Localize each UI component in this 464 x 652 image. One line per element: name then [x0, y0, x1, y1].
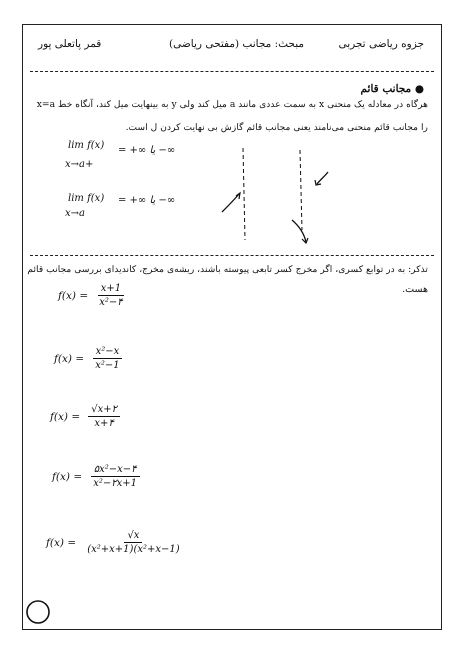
limit-1-approach: x→a+ [65, 159, 94, 170]
function-2 [54, 346, 123, 371]
header-topic: مبحث: مجانب (مفتحی ریاضی) [169, 38, 304, 50]
limit-2-rhs: = +∞ یا −∞ [118, 195, 176, 206]
lim-word: lim [68, 193, 84, 204]
limit-2-approach: x→a [65, 208, 85, 219]
bullet-icon: ● [414, 83, 424, 95]
denominator: x²−۴ [99, 297, 123, 308]
numerator: √x+۲ [88, 404, 120, 417]
lim-function: f(x) [87, 140, 105, 151]
curve-arrow-2 [317, 172, 328, 184]
function-lhs: f(x) = [46, 536, 77, 549]
limit-1-rhs: = +∞ یا −∞ [118, 145, 176, 156]
function-lhs: f(x) = [52, 470, 83, 483]
header-title: جزوه ریاضی تجربی [338, 38, 424, 50]
function-lhs: f(x) = [50, 410, 81, 423]
section-heading: مجانب قائم [360, 83, 412, 95]
lim-function: f(x) [87, 193, 105, 204]
definition-line-1: هرگاه در معادله یک منحنی x به سمت عددی مانند a میل کند ولی y به بینهایت میل کند، آنگاه خط x=a [36, 99, 428, 110]
definition-line-2: را مجانب قائم منحنی می‌نامند یعنی مجانب قائم گازش بی نهایت کردن ل است. [125, 122, 428, 133]
numerator: √x [124, 530, 142, 543]
numerator: x²−x [93, 346, 123, 359]
curve-arrow-1 [222, 194, 239, 212]
denominator: (x²+x+1)(x²+x−1) [87, 544, 180, 555]
header-author: قمر پاتعلی پور [38, 38, 102, 50]
note-line-2: هست. [402, 284, 428, 295]
asymptote-line-1 [243, 148, 245, 240]
function-1 [58, 283, 126, 308]
function-lhs: f(x) = [58, 289, 89, 302]
denominator: x²−۲x+1 [93, 478, 138, 489]
numerator: x+1 [98, 283, 124, 296]
function-3 [50, 404, 120, 429]
numerator: ۵x²−x−۴ [91, 464, 140, 477]
curve-arrow-3 [292, 220, 306, 242]
function-4 [52, 464, 140, 489]
page-circle-mark [27, 601, 49, 623]
section-divider [30, 255, 434, 256]
denominator: x²−1 [95, 360, 120, 371]
note-line-1: تذکر: به در توابع کسری، اگر مخرج کسر تابعی پیوسته باشند، ریشه‌ی مخرج، کاندیدای بررسی مجانب قائم [27, 264, 428, 275]
asymptote-line-2 [300, 150, 302, 230]
denominator: x+۴ [94, 418, 114, 429]
function-lhs: f(x) = [54, 352, 85, 365]
function-5 [46, 530, 183, 555]
lim-word: lim [68, 140, 84, 151]
